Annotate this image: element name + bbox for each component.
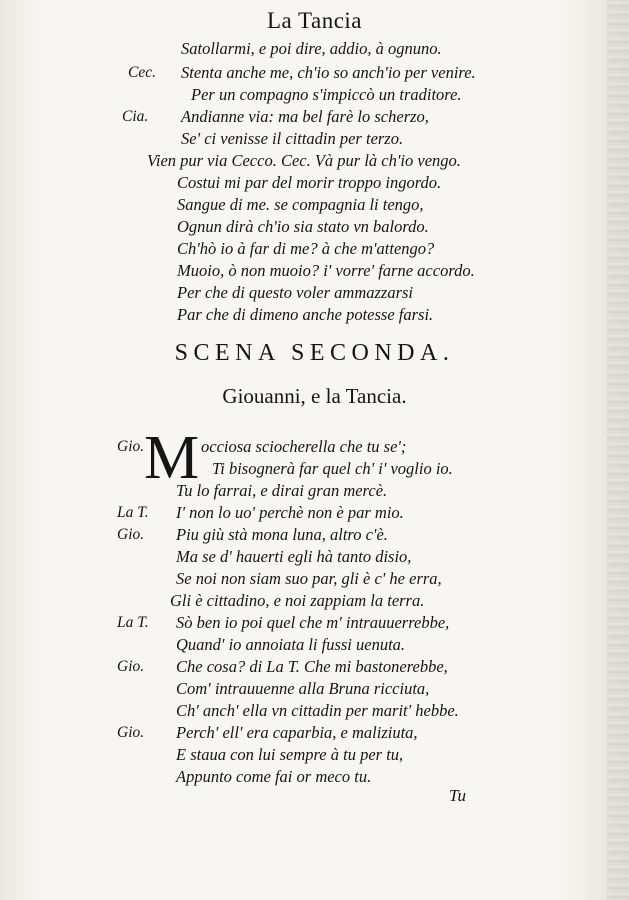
- verse-line: Piu giù stà mona luna, altro c'è.: [176, 525, 388, 544]
- verse-line: Sò ben io poi quel che m' intrauuerrebbe,: [176, 613, 450, 632]
- verse-line: Stenta anche me, ch'io so anch'io per venire.: [181, 63, 476, 82]
- verse-line: Par che di dimeno anche potesse farsi.: [177, 305, 434, 324]
- verse-line: Com' intrauuenne alla Bruna ricciuta,: [176, 679, 430, 698]
- verse-line: occiosa sciocherella che tu se';: [201, 437, 407, 456]
- verse-line: Sangue di me. se compagnia li tengo,: [177, 195, 424, 214]
- verse-line: Ma se d' hauerti egli hà tanto disio,: [176, 547, 412, 566]
- verse-line: Satollarmi, e poi dire, addio, à ognuno.: [181, 39, 442, 58]
- verse-line: Se noi non siam suo par, gli è c' he erra,: [176, 569, 442, 588]
- verse-line: Tu lo farrai, e dirai gran mercè.: [176, 481, 388, 500]
- verse-line: Costui mi par del morir troppo ingordo.: [177, 173, 442, 192]
- scene-characters: Giouanni, e la Tancia.: [222, 384, 407, 408]
- catchword: Tu: [449, 786, 467, 805]
- page-edge: [607, 0, 629, 900]
- verse-line: Ti bisognerà far quel ch' i' voglio io.: [212, 459, 453, 478]
- verse-line: Andianne via: ma bel farè lo scherzo,: [181, 107, 429, 126]
- verse-line: Perch' ell' era caparbia, e maliziuta,: [176, 723, 418, 742]
- speaker-label: Cec.: [128, 64, 156, 81]
- drop-cap: M: [144, 424, 200, 492]
- verse-line: Ch'hò io à far di me? à che m'attengo?: [177, 239, 435, 258]
- verse-line: Ch' anch' ella vn cittadin per marit' hebbe.: [176, 701, 459, 720]
- verse-line: Quand' io annoiata li fussi uenuta.: [176, 635, 406, 654]
- speaker-label: Gio.: [117, 658, 145, 675]
- verse-line: Vien pur via Cecco. Cec. Và pur là ch'io vengo.: [147, 151, 461, 170]
- speaker-label: Cia.: [122, 108, 149, 125]
- speaker-label: Gio.: [117, 724, 145, 741]
- verse-line: Per che di questo voler ammazzarsi: [177, 283, 414, 302]
- verse-line: Gli è cittadino, e noi zappiam la terra.: [170, 591, 425, 610]
- verse-line: Muoio, ò non muoio? i' vorre' farne accordo.: [177, 261, 475, 280]
- verse-line: Per un compagno s'impiccò un traditore.: [191, 85, 462, 104]
- verse-line: Appunto come fai or meco tu.: [176, 767, 372, 786]
- scene-title: SCENA SECONDA.: [174, 340, 455, 366]
- running-title: La Tancia: [266, 8, 363, 33]
- verse-line: Se' ci venisse il cittadin per terzo.: [181, 129, 404, 148]
- speaker-label: La T.: [117, 614, 149, 631]
- speaker-label: La T.: [117, 504, 149, 521]
- verse-line: Che cosa? di La T. Che mi bastonerebbe,: [176, 657, 448, 676]
- speaker-label: Gio.: [117, 526, 145, 543]
- verse-line: E staua con lui sempre à tu per tu,: [176, 745, 404, 764]
- verse-line: Ognun dirà ch'io sia stato vn balordo.: [177, 217, 429, 236]
- verse-line: I' non lo uo' perchè non è par mio.: [176, 503, 404, 522]
- speaker-label: Gio.: [117, 438, 145, 455]
